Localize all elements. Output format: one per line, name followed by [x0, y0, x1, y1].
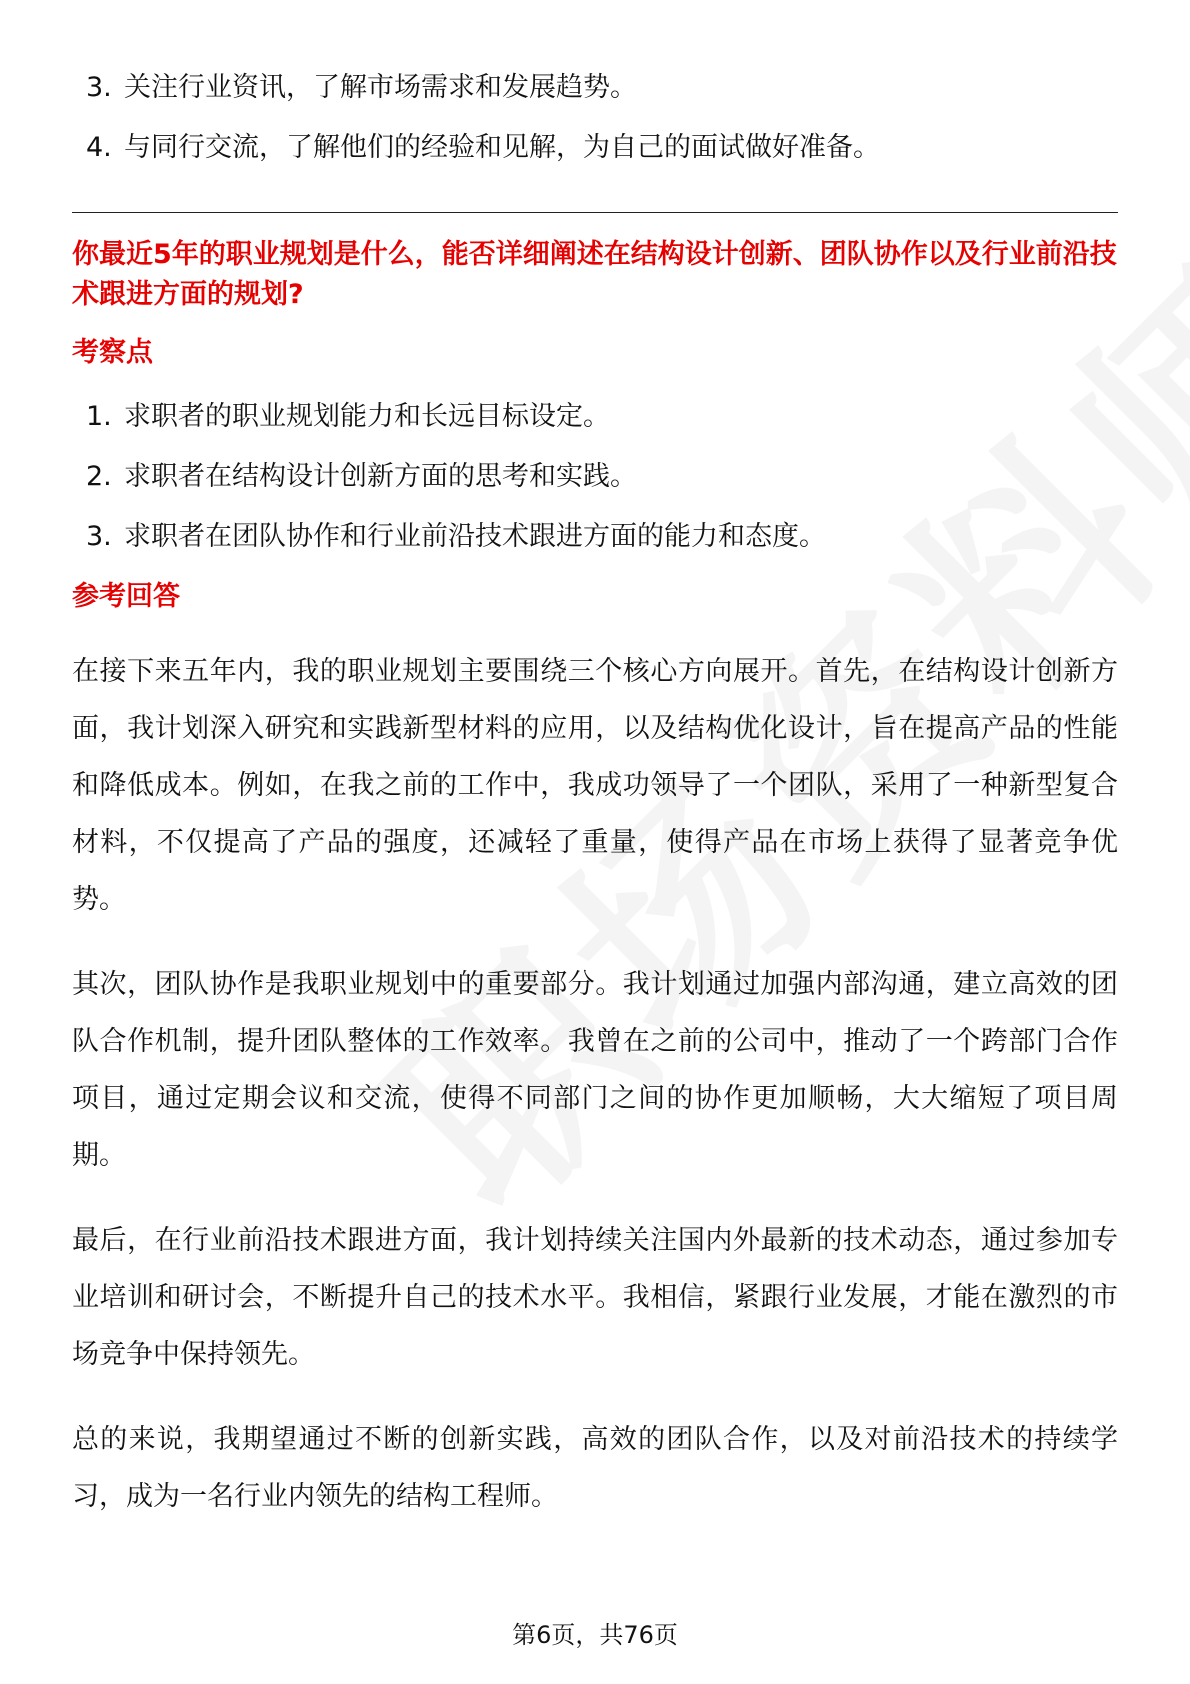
- list-item: [72, 130, 1118, 166]
- list-number: 2.: [86, 461, 112, 492]
- divider: [72, 212, 1118, 213]
- list-text: 求职者在结构设计创新方面的思考和实践。: [124, 461, 637, 492]
- list-text: 求职者的职业规划能力和长远目标设定。: [124, 401, 610, 432]
- list-number: 3.: [86, 72, 112, 103]
- assessment-list: [72, 399, 1118, 555]
- tips-list: [72, 70, 1118, 166]
- list-item: [72, 399, 1118, 435]
- answer-paragraph: 其次，团队协作是我职业规划中的重要部分。我计划通过加强内部沟通，建立高效的团队合作机制，提升团队整体的工作效率。我曾在之前的公司中，推动了一个跨部门合作项目，通过定期会议和交流，使得不同部门之间的协作更加顺畅，大大缩短了项目周期。: [72, 969, 1118, 1171]
- list-text: 求职者在团队协作和行业前沿技术跟进方面的能力和态度。: [124, 521, 826, 552]
- list-number: 4.: [86, 132, 112, 163]
- section-title-answer: 参考回答: [72, 581, 180, 612]
- page-content: [72, 70, 1118, 1553]
- list-number: 1.: [86, 401, 112, 432]
- list-text: 与同行交流，了解他们的经验和见解，为自己的面试做好准备。: [124, 132, 880, 163]
- list-number: 3.: [86, 521, 112, 552]
- answer-paragraph: 总的来说，我期望通过不断的创新实践，高效的团队合作，以及对前沿技术的持续学习，成为一名行业内领先的结构工程师。: [72, 1424, 1118, 1512]
- page-number: 第6页，共76页: [512, 1621, 678, 1649]
- question-heading: 你最近5年的职业规划是什么，能否详细阐述在结构设计创新、团队协作以及行业前沿技术跟进方面的规划?: [72, 239, 1117, 310]
- section-title-assessment: 考察点: [72, 337, 153, 368]
- answer-paragraph: 最后，在行业前沿技术跟进方面，我计划持续关注国内外最新的技术动态，通过参加专业培训和研讨会，不断提升自己的技术水平。我相信，紧跟行业发展，才能在激烈的市场竞争中保持领先。: [72, 1225, 1118, 1370]
- list-text: 关注行业资讯，了解市场需求和发展趋势。: [124, 72, 637, 103]
- list-item: [72, 459, 1118, 495]
- answer-paragraph: 在接下来五年内，我的职业规划主要围绕三个核心方向展开。首先，在结构设计创新方面，我计划深入研究和实践新型材料的应用，以及结构优化设计，旨在提高产品的性能和降低成本。例如，在我之前的工作中，我成功领导了一个团队，采用了一种新型复合材料，不仅提高了产品的强度，还减轻了重量，使得产品在市场上获得了显著竞争优势。: [72, 656, 1118, 915]
- list-item: [72, 70, 1118, 106]
- list-item: [72, 519, 1118, 555]
